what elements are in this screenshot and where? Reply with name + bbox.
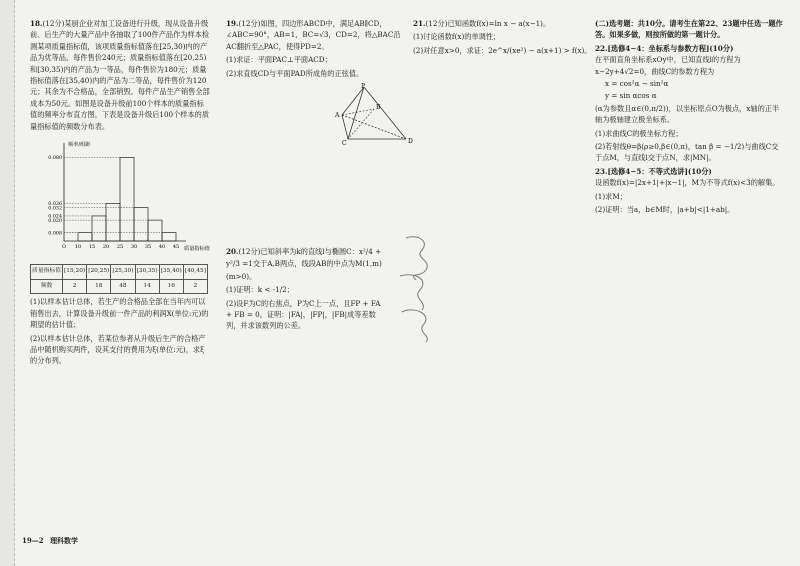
q20-points: (12分) — [238, 247, 261, 256]
q18-table-data-row — [31, 279, 208, 293]
q19-points: (12分) — [238, 19, 261, 28]
q23-part2: (2)证明：当a，b∈M时，|a+b|<|1+ab|。 — [595, 205, 735, 215]
q22-part2: (2)若射线θ=β(ρ≥0,β∈(0,π)，tan β = −1/2)与曲线C交于点M，与直线l交于点N，求|MN|。 — [595, 142, 779, 163]
x-tick-label: 35 — [144, 244, 152, 251]
x-axis-label: 质量指标值 — [184, 246, 210, 253]
q18-frequency-table — [30, 264, 208, 294]
q22-part1: (1)求曲线C的极坐标方程； — [595, 128, 683, 138]
histogram-bar — [92, 216, 106, 241]
histogram-bar — [162, 233, 176, 241]
y-axis-label: 频率/组距 — [68, 142, 91, 149]
histogram-bar — [106, 203, 120, 241]
binding-margin — [0, 0, 15, 566]
q22-number: 22. — [595, 43, 608, 53]
q22-eq2: y = sin αcos α — [605, 91, 657, 101]
footer-page-number: 19—2 — [22, 536, 44, 545]
y-tick-label: 0.024 — [48, 214, 62, 220]
q21-part2: (2)对任意x>0，求证：2e^x/(xe²) − a(x+1) > f(x)。 — [413, 45, 592, 55]
x-tick-label: 20 — [102, 244, 110, 251]
edge-BC — [348, 109, 374, 139]
q18-table-header-row — [31, 265, 208, 279]
q18-histogram — [30, 137, 210, 259]
q20-text2: y²/3 =1交于A,B两点，线段AB的中点为M(1,m) — [226, 259, 382, 269]
question-20 — [226, 246, 386, 332]
section2-title: (二)选考题：共10分。请考生在第22、23题中任选一题作答。如果多做，则按所做的第一题计分。 — [595, 19, 783, 40]
q23-text: 设函数f(x)=|2x+1|+|x−1|，M为不等式f(x)<3的解集。 — [595, 178, 780, 188]
x-tick-label: O — [61, 244, 67, 251]
q20-text3: (m>0)。 — [226, 271, 257, 281]
x-tick-label: 30 — [130, 244, 138, 251]
q23-part1: (1)求M； — [595, 191, 627, 201]
page-footer — [22, 536, 78, 546]
y-tick-label: 0.008 — [48, 231, 62, 237]
table-header-cell: [25,30) — [111, 265, 135, 279]
q19-geometry-figure — [334, 83, 424, 148]
q19-number: 19. — [226, 19, 239, 28]
q19-text: 如图，四边形ABCD中，满足AB∥CD，∠ABC=90°，AB=1，BC=√3，CD=2，将△BAC沿AC翻折至△PAC，使得PD=2。 — [226, 19, 401, 51]
q21-points: (12分) — [425, 19, 448, 28]
question-18 — [30, 18, 210, 367]
edge-AB — [342, 109, 374, 115]
table-cell: 2 — [183, 279, 207, 293]
x-tick-label: 10 — [74, 244, 82, 251]
table-header-cell: [35,40) — [159, 265, 183, 279]
q18-points: (12分) — [42, 19, 65, 28]
x-tick-label: 40 — [158, 244, 166, 251]
q20-part2: (2)设F为C的右焦点，P为C上一点，且FP + FA + FB = 0。证明：|FA|，|FP|，|FB|成等差数列，并求该数列的公差。 — [226, 298, 381, 331]
q18-part1: (1)以样本估计总体，若生产的合格品全部在当年内可以销售出去，计算设备升级前一件产品的利润X(单位:元)的期望的估计值； — [30, 297, 209, 330]
histogram-bar — [134, 208, 148, 241]
table-cell: 16 — [159, 279, 183, 293]
table-header-cell: [15,20) — [63, 265, 87, 279]
footer-subject: 理科数学 — [50, 536, 79, 545]
y-tick-label: 0.080 — [48, 156, 62, 162]
table-header-cell: [40,45] — [183, 265, 207, 279]
edge-PA — [342, 87, 364, 115]
q22-eq1: x = cos²α − sin²α — [605, 79, 669, 89]
histogram-bar — [120, 158, 134, 242]
label-P: P — [361, 83, 366, 91]
q20-text1: 已知斜率为k的直线l与椭圆C：x²/4 + — [260, 247, 382, 256]
x-tick-label: 15 — [88, 244, 96, 251]
q22-condition: (α为参数且α∈(0,π/2))，以坐标原点O为极点，x轴的正半轴为极轴建立极坐标系。 — [595, 103, 780, 125]
question-19 — [226, 18, 413, 148]
edge-PC — [348, 87, 364, 139]
q21-number: 21. — [413, 19, 426, 28]
q18-text: 某厨企业对加工设备进行升级，现从设备升级前、后生产的大量产品中各抽取了100件产品作为样本检测某项质量指标值，该项质量指标值落在[25,30)内的产品为优等品，每件售价240元；质量指标值落在[20,25)和[30,35)内的产品为一等品，每件售价为180元；质量指标值落在[35,40)内的产品为二等品，每件售价为120元；其余为不合格品，全部销毁。每件产品生产销售全部成本为50元。如图是设备升级前100个样本的质量指标值的频率分布直方图，下表是设备升级后100个样本的质量指标值的频数分布表。 — [30, 19, 210, 131]
table-header-cell: 质量指标值 — [31, 265, 63, 279]
table-cell: 频数 — [31, 279, 63, 293]
y-tick-label: 0.032 — [48, 206, 62, 212]
q18-number: 18. — [30, 19, 43, 28]
label-B: B — [376, 104, 381, 112]
q22-text1: 在平面直角坐标系xOy中，已知直线l的方程为x−2y+4√2=0，曲线C的参数方程为 — [595, 55, 741, 76]
q20-number: 20. — [226, 247, 239, 256]
histogram-bar — [148, 220, 162, 241]
q18-part2: (2)以样本估计总体，若某位参者从升级后生产的合格产品中随机购买两件，设其支付的费用为ξ(单位:元)，求ξ的分布列。 — [30, 333, 206, 366]
q23-number: 23. — [595, 166, 608, 176]
q23-points: [选修4−5：不等式选讲](10分) — [607, 166, 712, 176]
q19-part1: (1)求证：平面PAC⊥平面ACD； — [226, 55, 332, 65]
edge-AC — [342, 115, 348, 139]
q22-points: [选修4−4：坐标系与参数方程](10分) — [607, 43, 734, 53]
table-cell: 2 — [63, 279, 87, 293]
x-tick-label: 25 — [116, 244, 124, 251]
q21-text: 已知函数f(x)=ln x − a(x−1)。 — [447, 19, 551, 28]
handwritten-scribble — [386, 232, 446, 344]
y-tick-label: 0.020 — [48, 218, 62, 224]
y-tick-label: 0.036 — [48, 202, 62, 208]
table-header-cell: [20,25) — [87, 265, 111, 279]
label-A: A — [335, 112, 340, 120]
label-C: C — [342, 140, 347, 148]
q19-part2: (2)求直线CD与平面PAD所成角的正弦值。 — [226, 68, 364, 78]
histogram-bar — [78, 233, 92, 241]
table-cell: 14 — [135, 279, 159, 293]
q20-part1: (1)证明：k < -1/2； — [226, 285, 294, 295]
q21-part1: (1)讨论函数f(x)的单调性； — [413, 32, 501, 42]
table-cell: 18 — [87, 279, 111, 293]
label-D: D — [408, 138, 413, 146]
table-header-cell: [30,35) — [135, 265, 159, 279]
question-21 — [413, 18, 593, 56]
table-cell: 48 — [111, 279, 135, 293]
x-tick-label: 45 — [172, 244, 180, 251]
elective-section — [595, 18, 785, 216]
